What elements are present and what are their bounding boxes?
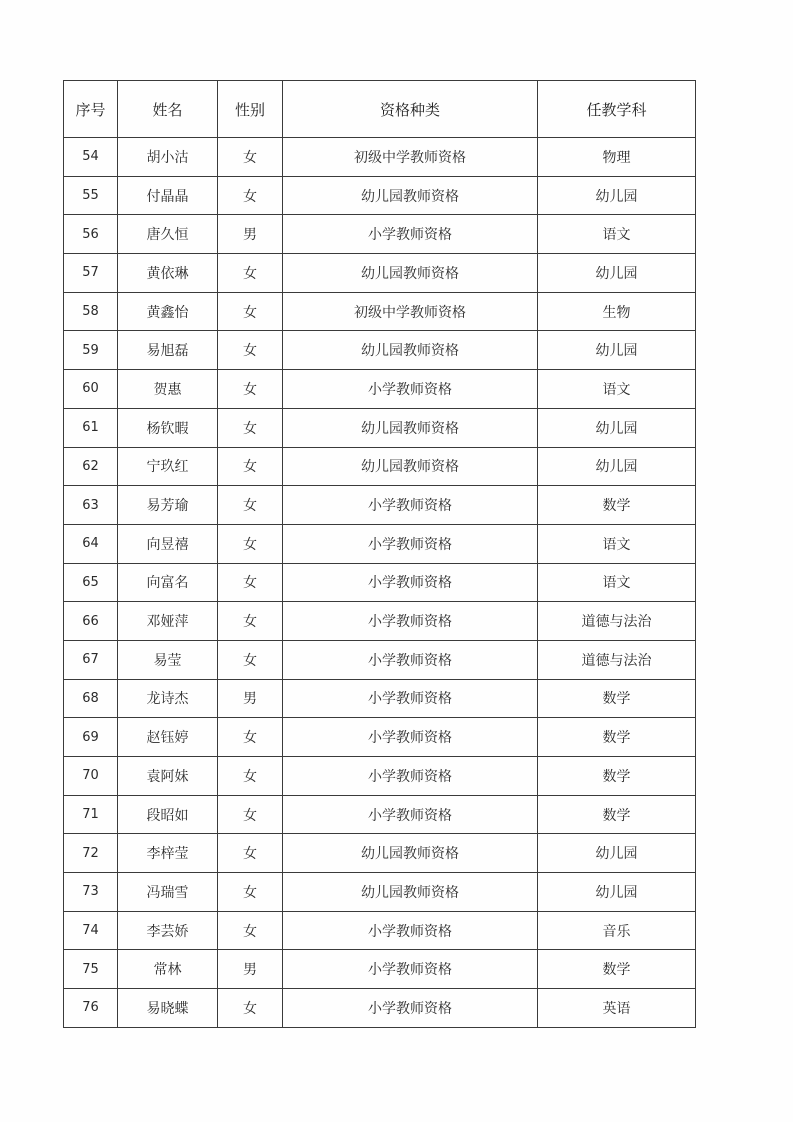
cell-subject: 数学: [538, 757, 696, 796]
cell-serial-number: 60: [64, 370, 118, 409]
cell-serial-number: 65: [64, 563, 118, 602]
table-row: [64, 602, 696, 641]
cell-qualification-type: 幼儿园教师资格: [283, 254, 538, 293]
table-row: [64, 679, 696, 718]
table-row: [64, 447, 696, 486]
cell-name: 龙诗杰: [118, 679, 218, 718]
cell-serial-number: 71: [64, 795, 118, 834]
cell-name: 李芸娇: [118, 911, 218, 950]
cell-serial-number: 61: [64, 408, 118, 447]
cell-qualification-type: 小学教师资格: [283, 602, 538, 641]
cell-gender: 女: [218, 408, 283, 447]
cell-serial-number: 64: [64, 524, 118, 563]
cell-qualification-type: 小学教师资格: [283, 950, 538, 989]
cell-gender: 男: [218, 215, 283, 254]
table-row: [64, 757, 696, 796]
cell-qualification-type: 小学教师资格: [283, 718, 538, 757]
cell-name: 杨钦暇: [118, 408, 218, 447]
cell-qualification-type: 小学教师资格: [283, 640, 538, 679]
cell-serial-number: 76: [64, 989, 118, 1028]
table-row: [64, 138, 696, 177]
cell-gender: 女: [218, 176, 283, 215]
cell-subject: 音乐: [538, 911, 696, 950]
table-row: [64, 370, 696, 409]
header-qualification-type: 资格种类: [283, 81, 538, 138]
cell-name: 贺惠: [118, 370, 218, 409]
cell-subject: 道德与法治: [538, 602, 696, 641]
cell-subject: 幼儿园: [538, 873, 696, 912]
cell-name: 常林: [118, 950, 218, 989]
cell-qualification-type: 幼儿园教师资格: [283, 331, 538, 370]
cell-serial-number: 62: [64, 447, 118, 486]
table-row: [64, 292, 696, 331]
table-row: [64, 873, 696, 912]
cell-gender: 女: [218, 873, 283, 912]
cell-gender: 女: [218, 640, 283, 679]
table-header: [64, 81, 696, 138]
cell-qualification-type: 初级中学教师资格: [283, 138, 538, 177]
cell-name: 付晶晶: [118, 176, 218, 215]
cell-qualification-type: 小学教师资格: [283, 563, 538, 602]
cell-name: 袁阿妹: [118, 757, 218, 796]
table-row: [64, 486, 696, 525]
cell-subject: 语文: [538, 215, 696, 254]
cell-subject: 生物: [538, 292, 696, 331]
cell-name: 易旭磊: [118, 331, 218, 370]
cell-serial-number: 72: [64, 834, 118, 873]
header-name: 姓名: [118, 81, 218, 138]
table-row: [64, 911, 696, 950]
cell-subject: 幼儿园: [538, 408, 696, 447]
cell-serial-number: 58: [64, 292, 118, 331]
table-row: [64, 834, 696, 873]
table-row: [64, 718, 696, 757]
cell-gender: 女: [218, 602, 283, 641]
cell-name: 向富名: [118, 563, 218, 602]
cell-qualification-type: 小学教师资格: [283, 679, 538, 718]
cell-gender: 女: [218, 911, 283, 950]
cell-gender: 女: [218, 795, 283, 834]
cell-serial-number: 75: [64, 950, 118, 989]
cell-gender: 女: [218, 331, 283, 370]
cell-name: 易莹: [118, 640, 218, 679]
table-row: [64, 989, 696, 1028]
cell-name: 胡小沽: [118, 138, 218, 177]
table-row: [64, 950, 696, 989]
header-serial-number: 序号: [64, 81, 118, 138]
cell-gender: 女: [218, 486, 283, 525]
cell-gender: 女: [218, 370, 283, 409]
cell-subject: 幼儿园: [538, 834, 696, 873]
cell-serial-number: 63: [64, 486, 118, 525]
cell-qualification-type: 初级中学教师资格: [283, 292, 538, 331]
cell-serial-number: 73: [64, 873, 118, 912]
cell-qualification-type: 小学教师资格: [283, 757, 538, 796]
cell-subject: 幼儿园: [538, 254, 696, 293]
cell-serial-number: 55: [64, 176, 118, 215]
cell-qualification-type: 幼儿园教师资格: [283, 447, 538, 486]
cell-qualification-type: 幼儿园教师资格: [283, 834, 538, 873]
teacher-qualification-table: [63, 80, 696, 1028]
cell-qualification-type: 小学教师资格: [283, 524, 538, 563]
cell-qualification-type: 小学教师资格: [283, 911, 538, 950]
cell-gender: 女: [218, 138, 283, 177]
cell-serial-number: 66: [64, 602, 118, 641]
table-row: [64, 408, 696, 447]
header-row: [64, 81, 696, 138]
cell-qualification-type: 幼儿园教师资格: [283, 873, 538, 912]
cell-serial-number: 70: [64, 757, 118, 796]
table-row: [64, 563, 696, 602]
cell-name: 李梓莹: [118, 834, 218, 873]
table-body: [64, 138, 696, 1028]
cell-qualification-type: 幼儿园教师资格: [283, 408, 538, 447]
cell-name: 段昭如: [118, 795, 218, 834]
cell-serial-number: 57: [64, 254, 118, 293]
cell-gender: 女: [218, 989, 283, 1028]
cell-gender: 女: [218, 447, 283, 486]
table-row: [64, 176, 696, 215]
cell-subject: 语文: [538, 370, 696, 409]
cell-serial-number: 68: [64, 679, 118, 718]
cell-gender: 女: [218, 757, 283, 796]
table-row: [64, 254, 696, 293]
cell-gender: 男: [218, 950, 283, 989]
cell-qualification-type: 小学教师资格: [283, 989, 538, 1028]
cell-gender: 女: [218, 563, 283, 602]
cell-gender: 男: [218, 679, 283, 718]
cell-serial-number: 74: [64, 911, 118, 950]
cell-qualification-type: 小学教师资格: [283, 486, 538, 525]
header-subject: 任教学科: [538, 81, 696, 138]
cell-subject: 幼儿园: [538, 176, 696, 215]
cell-serial-number: 59: [64, 331, 118, 370]
cell-gender: 女: [218, 834, 283, 873]
table-row: [64, 640, 696, 679]
cell-subject: 数学: [538, 795, 696, 834]
cell-subject: 语文: [538, 524, 696, 563]
cell-name: 唐久恒: [118, 215, 218, 254]
cell-qualification-type: 小学教师资格: [283, 215, 538, 254]
cell-name: 冯瑞雪: [118, 873, 218, 912]
cell-subject: 数学: [538, 718, 696, 757]
cell-name: 黄依琳: [118, 254, 218, 293]
cell-subject: 幼儿园: [538, 447, 696, 486]
cell-subject: 数学: [538, 486, 696, 525]
cell-subject: 数学: [538, 679, 696, 718]
table-row: [64, 331, 696, 370]
table-row: [64, 215, 696, 254]
cell-subject: 道德与法治: [538, 640, 696, 679]
cell-name: 赵钰婷: [118, 718, 218, 757]
cell-subject: 语文: [538, 563, 696, 602]
cell-subject: 数学: [538, 950, 696, 989]
cell-qualification-type: 幼儿园教师资格: [283, 176, 538, 215]
cell-qualification-type: 小学教师资格: [283, 795, 538, 834]
cell-serial-number: 69: [64, 718, 118, 757]
cell-name: 易芳瑜: [118, 486, 218, 525]
header-gender: 性别: [218, 81, 283, 138]
cell-name: 易晓蝶: [118, 989, 218, 1028]
table-row: [64, 524, 696, 563]
cell-name: 宁玖红: [118, 447, 218, 486]
cell-name: 黄鑫怡: [118, 292, 218, 331]
cell-gender: 女: [218, 292, 283, 331]
cell-gender: 女: [218, 254, 283, 293]
cell-serial-number: 56: [64, 215, 118, 254]
cell-qualification-type: 小学教师资格: [283, 370, 538, 409]
cell-subject: 幼儿园: [538, 331, 696, 370]
cell-gender: 女: [218, 718, 283, 757]
cell-gender: 女: [218, 524, 283, 563]
cell-serial-number: 54: [64, 138, 118, 177]
cell-name: 邓娅萍: [118, 602, 218, 641]
cell-serial-number: 67: [64, 640, 118, 679]
cell-subject: 英语: [538, 989, 696, 1028]
table-row: [64, 795, 696, 834]
cell-subject: 物理: [538, 138, 696, 177]
cell-name: 向昱禧: [118, 524, 218, 563]
